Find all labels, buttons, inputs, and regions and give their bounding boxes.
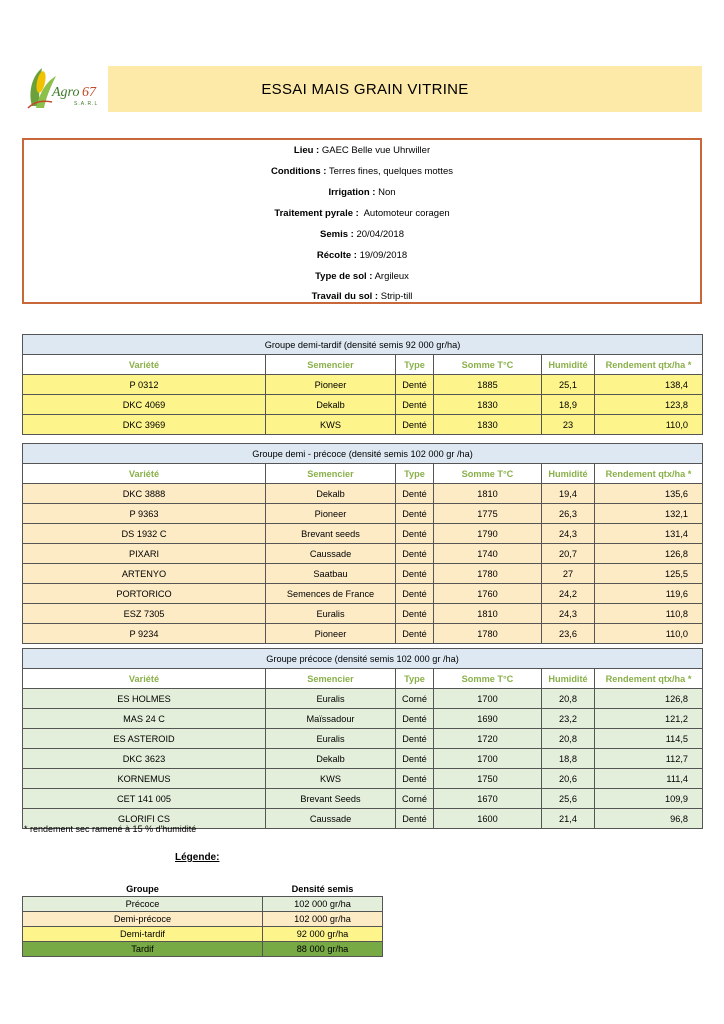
column-header-row (23, 669, 703, 689)
info-value: Automoteur coragen (363, 208, 450, 219)
legend-cell: Demi-précoce (23, 912, 263, 927)
table-cell: 1810 (434, 604, 542, 624)
table-cell: 121,2 (595, 709, 703, 729)
column-header: Humidité (542, 669, 595, 689)
table-cell: Brevant Seeds (266, 789, 396, 809)
table-cell: 114,5 (595, 729, 703, 749)
legend-title: Légende: (175, 852, 220, 863)
table-cell: 24,2 (542, 584, 595, 604)
table-row (23, 484, 703, 504)
table-cell: 1700 (434, 689, 542, 709)
table-cell: 1740 (434, 544, 542, 564)
legend-cell: Demi-tardif (23, 927, 263, 942)
table-cell: 21,4 (542, 809, 595, 829)
table-cell: 20,8 (542, 729, 595, 749)
table-cell: P 9363 (23, 504, 266, 524)
group-title: Groupe demi - précoce (densité semis 102 000 gr /ha) (23, 444, 703, 464)
group-title-row (23, 649, 703, 669)
table-cell: 26,3 (542, 504, 595, 524)
info-label: Type de sol : (315, 271, 373, 282)
info-value: 20/04/2018 (356, 229, 404, 240)
table-cell: Denté (396, 504, 434, 524)
legend-cell: Précoce (23, 897, 263, 912)
table-cell: 18,9 (542, 395, 595, 415)
table-cell: 1700 (434, 749, 542, 769)
table-cell: 110,0 (595, 624, 703, 644)
table-cell: 24,3 (542, 524, 595, 544)
info-value: Non (378, 187, 396, 198)
legend-row (23, 897, 383, 912)
table-cell: 1720 (434, 729, 542, 749)
table-row (23, 729, 703, 749)
legend-header: Densité semis (291, 884, 354, 894)
table-groupe-demi-tardif (22, 334, 703, 435)
table-row (23, 584, 703, 604)
info-value: Strip-till (380, 291, 413, 302)
table-cell: Pioneer (266, 504, 396, 524)
group-title: Groupe précoce (densité semis 102 000 gr /ha) (23, 649, 703, 669)
table-cell: 1780 (434, 564, 542, 584)
legend-table (22, 882, 383, 957)
table-cell: 1760 (434, 584, 542, 604)
info-value: 19/09/2018 (359, 250, 408, 261)
table-cell: 1690 (434, 709, 542, 729)
column-header: Type (396, 669, 434, 689)
legend-row (23, 912, 383, 927)
table-cell: KORNEMUS (23, 769, 266, 789)
table-row (23, 504, 703, 524)
table-cell: 1775 (434, 504, 542, 524)
title-banner (108, 66, 702, 112)
info-line-traitement (24, 208, 700, 219)
table-cell: Corné (396, 789, 434, 809)
table-cell: 110,0 (595, 415, 703, 435)
column-header: Semencier (266, 355, 396, 375)
table-cell: Dekalb (266, 749, 396, 769)
table-cell: 20,6 (542, 769, 595, 789)
table-cell: 1780 (434, 624, 542, 644)
column-header: Rendement qtx/ha * (595, 355, 703, 375)
column-header: Semencier (266, 669, 396, 689)
table-cell: PIXARI (23, 544, 266, 564)
table-cell: 1830 (434, 395, 542, 415)
table-cell: Brevant seeds (266, 524, 396, 544)
column-header: Variété (23, 464, 266, 484)
table-cell: Denté (396, 709, 434, 729)
table-cell: 1670 (434, 789, 542, 809)
table-row (23, 604, 703, 624)
table-row (23, 624, 703, 644)
table-groupe-demi-precoce (22, 443, 703, 644)
column-header: Rendement qtx/ha * (595, 464, 703, 484)
logo-name: Agro (52, 85, 80, 100)
column-header: Rendement qtx/ha * (595, 669, 703, 689)
table-cell: Dekalb (266, 484, 396, 504)
table-cell: 111,4 (595, 769, 703, 789)
column-header-row (23, 355, 703, 375)
table-cell: P 0312 (23, 375, 266, 395)
legend-header: Groupe (126, 884, 159, 894)
table-cell: Dekalb (266, 395, 396, 415)
info-value: GAEC Belle vue Uhrwiller (321, 145, 431, 156)
table-cell: Semences de France (266, 584, 396, 604)
table-cell: MAS 24 C (23, 709, 266, 729)
legend-cell: 88 000 gr/ha (263, 942, 383, 957)
group-title-row (23, 444, 703, 464)
table-cell: ES HOLMES (23, 689, 266, 709)
info-line-conditions (24, 166, 700, 177)
group-title: Groupe demi-tardif (densité semis 92 000 gr/ha) (23, 335, 703, 355)
column-header: Semencier (266, 464, 396, 484)
table-cell: GLORIFI CS (23, 809, 266, 829)
table-cell: Corné (396, 689, 434, 709)
table-cell: 135,6 (595, 484, 703, 504)
table-cell: 23,2 (542, 709, 595, 729)
table-row (23, 789, 703, 809)
table-row (23, 749, 703, 769)
table-cell: 131,4 (595, 524, 703, 544)
table-cell: DS 1932 C (23, 524, 266, 544)
table-row (23, 395, 703, 415)
table-cell: Caussade (266, 809, 396, 829)
table-row (23, 544, 703, 564)
group-title-row (23, 335, 703, 355)
table-row (23, 769, 703, 789)
table-cell: Denté (396, 375, 434, 395)
corn-icon (22, 62, 102, 114)
table-cell: 23,6 (542, 624, 595, 644)
table-cell: 25,1 (542, 375, 595, 395)
legend-cell: Tardif (23, 942, 263, 957)
info-line-travail-sol (24, 291, 700, 302)
table-groupe-precoce (22, 648, 703, 829)
table-cell: 112,7 (595, 749, 703, 769)
info-label: Lieu : (293, 145, 320, 156)
table-cell: Caussade (266, 544, 396, 564)
info-label: Irrigation : (328, 187, 376, 198)
legend-header-row (23, 882, 383, 897)
table-cell: 110,8 (595, 604, 703, 624)
table-cell: Denté (396, 484, 434, 504)
table-row (23, 709, 703, 729)
table-cell: Denté (396, 395, 434, 415)
table-cell: Denté (396, 584, 434, 604)
info-label: Travail du sol : (311, 291, 379, 302)
info-line-recolte (24, 250, 700, 261)
table-cell: ESZ 7305 (23, 604, 266, 624)
table-cell: Denté (396, 604, 434, 624)
table-cell: 1885 (434, 375, 542, 395)
table-cell: 132,1 (595, 504, 703, 524)
table-row (23, 524, 703, 544)
legend-row (23, 927, 383, 942)
table-cell: CET 141 005 (23, 789, 266, 809)
legend-cell: 102 000 gr/ha (263, 897, 383, 912)
table-cell: Denté (396, 524, 434, 544)
table-cell: 126,8 (595, 544, 703, 564)
table-cell: DKC 3623 (23, 749, 266, 769)
legend-row (23, 942, 383, 957)
table-cell: 123,8 (595, 395, 703, 415)
table-cell: 20,8 (542, 689, 595, 709)
logo-suffix: S.A.R.L (74, 101, 99, 107)
table-cell: Denté (396, 564, 434, 584)
table-cell: 20,7 (542, 544, 595, 564)
legend-cell: 92 000 gr/ha (263, 927, 383, 942)
table-cell: 96,8 (595, 809, 703, 829)
table-cell: Saatbau (266, 564, 396, 584)
table-cell: 19,4 (542, 484, 595, 504)
table-cell: 109,9 (595, 789, 703, 809)
table-cell: 1790 (434, 524, 542, 544)
column-header: Variété (23, 355, 266, 375)
table-cell: Denté (396, 729, 434, 749)
table-cell: DKC 3969 (23, 415, 266, 435)
table-row (23, 415, 703, 435)
table-cell: 24,3 (542, 604, 595, 624)
info-value: Argileux (374, 271, 409, 282)
column-header: Humidité (542, 464, 595, 484)
table-cell: DKC 3888 (23, 484, 266, 504)
footnote: * rendement sec ramené à 15 % d'humidité (24, 824, 197, 834)
column-header: Type (396, 355, 434, 375)
table-cell: 25,6 (542, 789, 595, 809)
table-cell: Denté (396, 769, 434, 789)
column-header: Somme T°C (434, 355, 542, 375)
table-cell: Pioneer (266, 375, 396, 395)
table-cell: 27 (542, 564, 595, 584)
table-cell: 1830 (434, 415, 542, 435)
table-cell: Pioneer (266, 624, 396, 644)
table-cell: 1600 (434, 809, 542, 829)
table-cell: Denté (396, 749, 434, 769)
table-cell: ES ASTEROID (23, 729, 266, 749)
column-header: Type (396, 464, 434, 484)
column-header: Somme T°C (434, 464, 542, 484)
column-header: Humidité (542, 355, 595, 375)
table-cell: KWS (266, 769, 396, 789)
table-cell: 125,5 (595, 564, 703, 584)
column-header: Variété (23, 669, 266, 689)
table-cell: 119,6 (595, 584, 703, 604)
table-cell: 1810 (434, 484, 542, 504)
table-cell: Denté (396, 544, 434, 564)
table-cell: ARTENYO (23, 564, 266, 584)
table-cell: P 9234 (23, 624, 266, 644)
table-row (23, 689, 703, 709)
table-cell: 23 (542, 415, 595, 435)
table-cell: Denté (396, 809, 434, 829)
logo-number: 67 (82, 85, 96, 100)
table-row (23, 564, 703, 584)
table-cell: Euralis (266, 689, 396, 709)
table-cell: Euralis (266, 729, 396, 749)
table-cell: Denté (396, 624, 434, 644)
table-cell: Denté (396, 415, 434, 435)
table-cell: 18,8 (542, 749, 595, 769)
page-title: ESSAI MAIS GRAIN VITRINE (261, 80, 469, 98)
info-line-irrigation (24, 187, 700, 198)
info-label: Récolte : (316, 250, 357, 261)
info-line-type-sol (24, 271, 700, 282)
info-label: Semis : (320, 229, 354, 240)
trial-info-box (22, 138, 702, 304)
company-logo (22, 62, 102, 114)
info-value: Terres fines, quelques mottes (328, 166, 453, 177)
info-line-semis (24, 229, 700, 240)
column-header: Somme T°C (434, 669, 542, 689)
table-cell: 138,4 (595, 375, 703, 395)
column-header-row (23, 464, 703, 484)
table-row (23, 375, 703, 395)
info-label: Traitement pyrale : (274, 208, 359, 219)
table-cell: 126,8 (595, 689, 703, 709)
table-cell: 1750 (434, 769, 542, 789)
table-cell: Euralis (266, 604, 396, 624)
info-label: Conditions : (271, 166, 327, 177)
table-cell: DKC 4069 (23, 395, 266, 415)
legend-cell: 102 000 gr/ha (263, 912, 383, 927)
info-line-lieu (24, 145, 700, 156)
table-cell: KWS (266, 415, 396, 435)
table-cell: Maïssadour (266, 709, 396, 729)
table-cell: PORTORICO (23, 584, 266, 604)
